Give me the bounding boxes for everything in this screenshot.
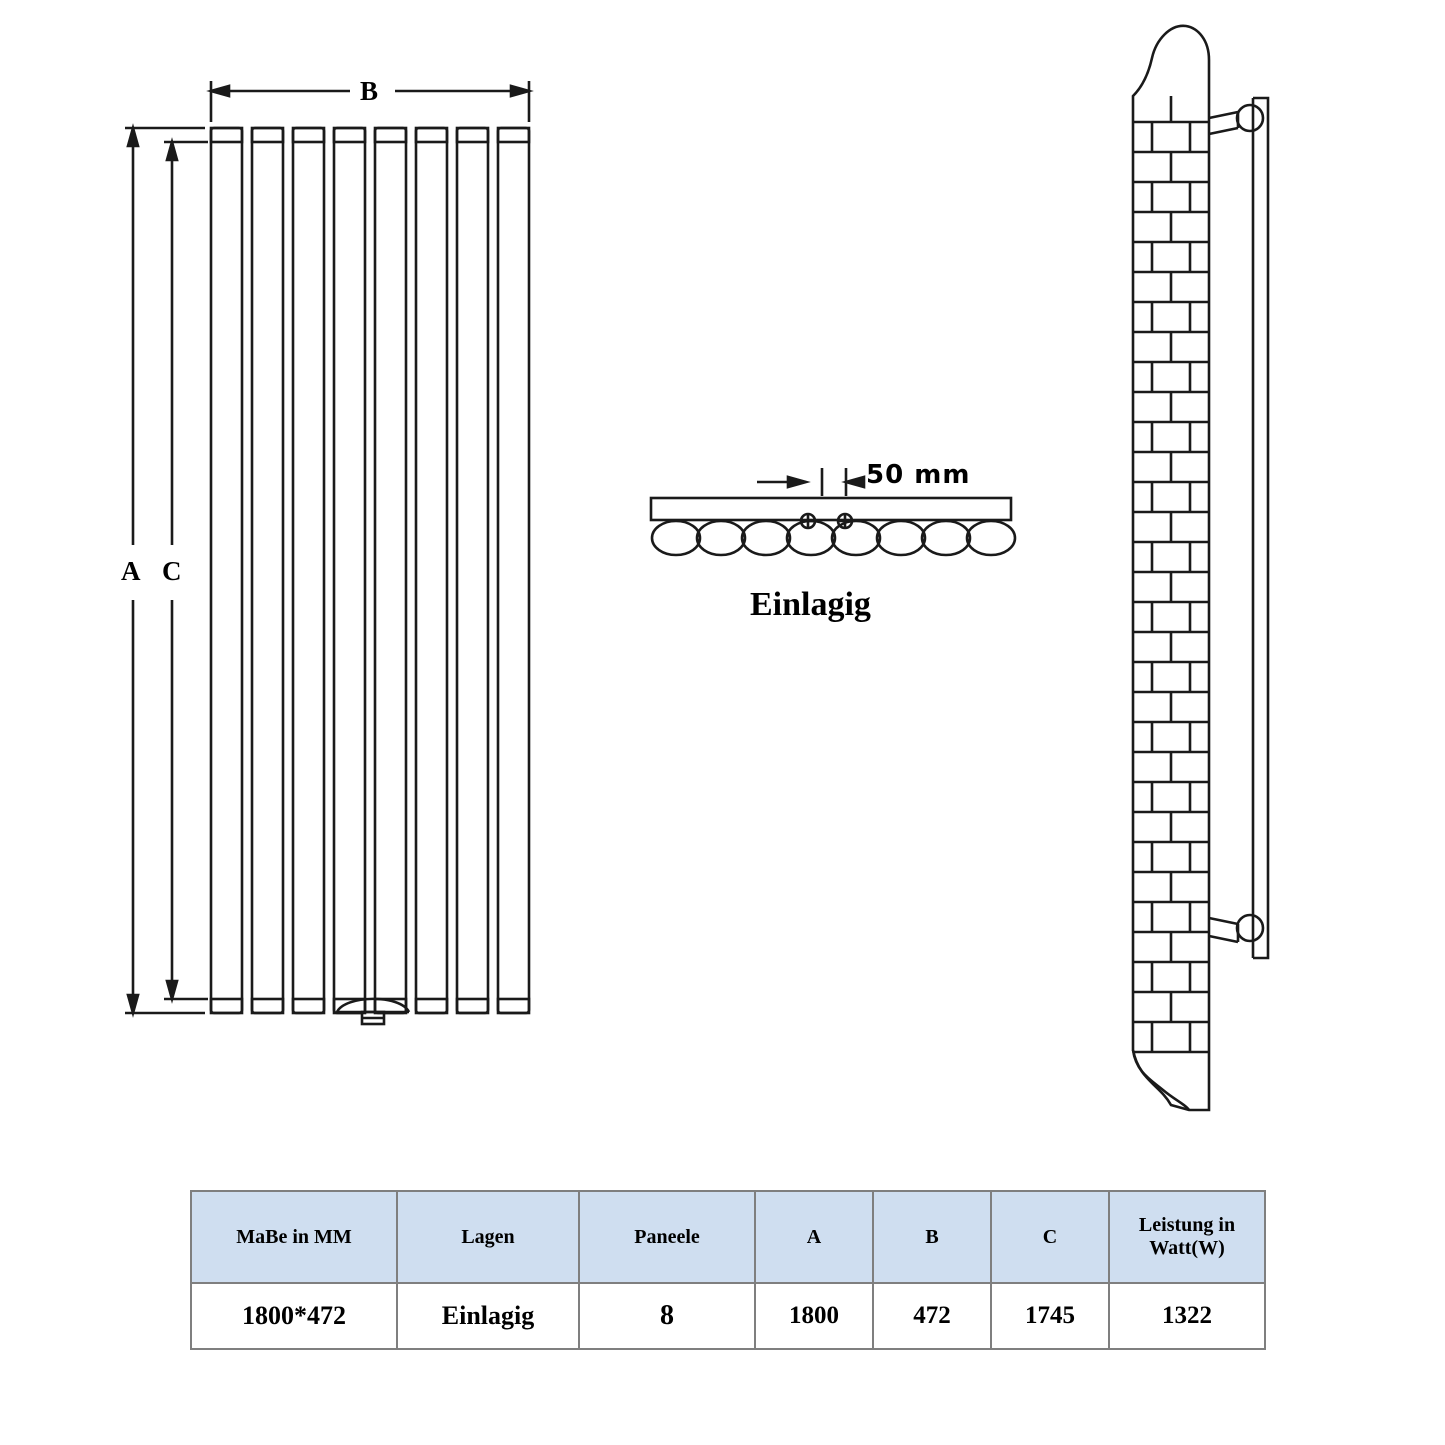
side-view — [1133, 26, 1268, 1110]
layer-type-label: Einlagig — [750, 586, 871, 623]
cell-watt: 1322 — [1109, 1283, 1265, 1349]
cell-layers: Einlagig — [397, 1283, 579, 1349]
header-size: MaBe in MM — [191, 1191, 397, 1283]
dimension-label-b: B — [360, 76, 379, 106]
bottom-bracket — [1209, 915, 1263, 942]
table-row — [191, 1283, 1265, 1349]
dimension-line-50mm — [757, 468, 864, 496]
header-a: A — [755, 1191, 873, 1283]
header-watt: Leistung in Watt(W) — [1109, 1191, 1265, 1283]
cell-c: 1745 — [991, 1283, 1109, 1349]
dimension-label-c: C — [162, 556, 182, 586]
table-header-row — [191, 1191, 1265, 1283]
cell-panels: 8 — [579, 1283, 755, 1349]
header-c: C — [991, 1191, 1109, 1283]
front-view-panels — [211, 128, 529, 1013]
header-layers: Lagen — [397, 1191, 579, 1283]
bottom-connector — [337, 999, 409, 1024]
cell-size: 1800*472 — [191, 1283, 397, 1349]
gap-dimension-label: 50 mm — [866, 460, 971, 490]
specification-table — [190, 1190, 1266, 1350]
header-b: B — [873, 1191, 991, 1283]
header-panels: Paneele — [579, 1191, 755, 1283]
top-bracket — [1209, 105, 1263, 134]
dimension-label-a: A — [121, 556, 141, 586]
cell-a: 1800 — [755, 1283, 873, 1349]
cell-b: 472 — [873, 1283, 991, 1349]
